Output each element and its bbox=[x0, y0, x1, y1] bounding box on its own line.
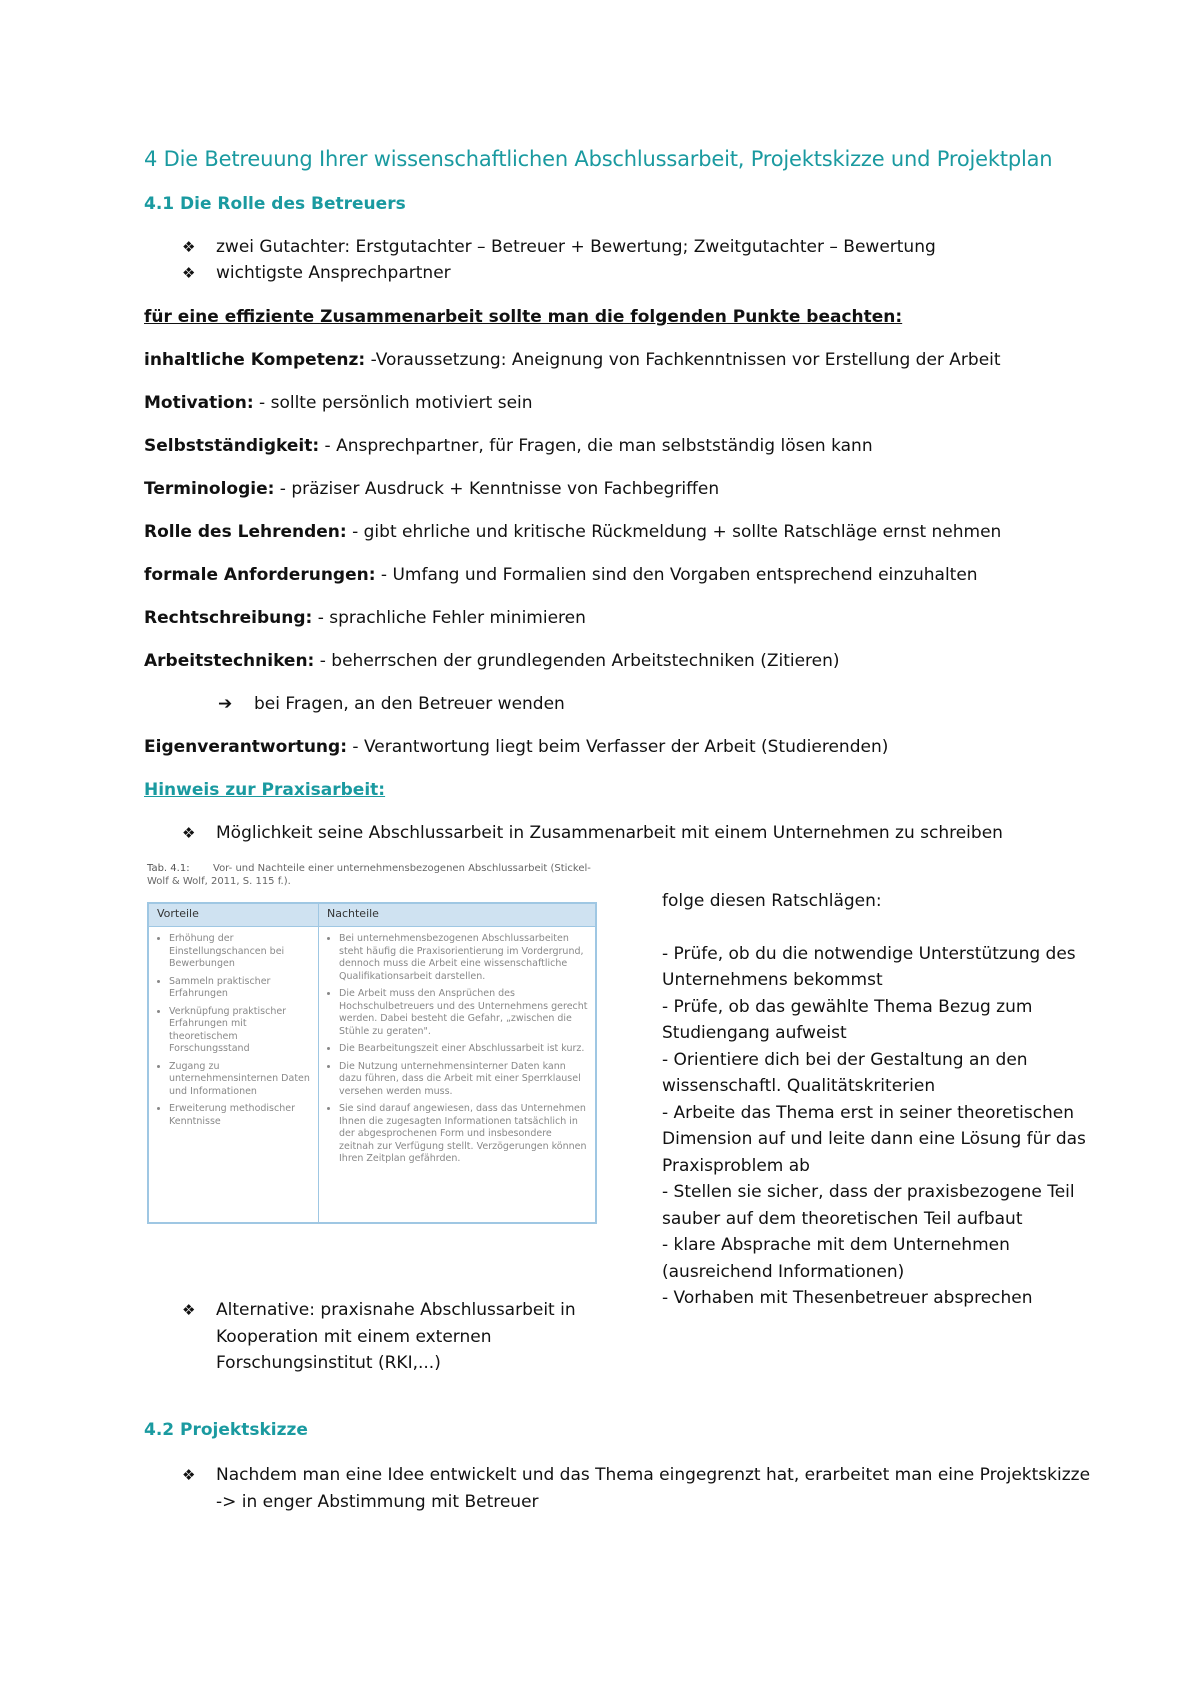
tips-line: - klare Absprache mit dem Unternehmen bbox=[662, 1235, 1010, 1255]
table-cell-item: • Die Nutzung unternehmensinterner Daten kann dazu führen, dass die Arbeit mit einer Sperrklausel versehen werden muss. bbox=[339, 1061, 589, 1099]
point-line bbox=[144, 565, 978, 585]
diamond-bullet-icon: ❖ bbox=[182, 238, 196, 256]
point-line bbox=[144, 479, 719, 499]
point-term: formale Anforderungen: bbox=[144, 565, 376, 585]
list-item-text: Möglichkeit seine Abschlussarbeit in Zusammenarbeit mit einem Unternehmen zu schreiben bbox=[216, 823, 1003, 843]
table-cell-item: • Erweiterung methodischer Kenntnisse bbox=[169, 1103, 312, 1128]
table-header-nachteile: Nachteile bbox=[327, 907, 379, 920]
table-cell-item: • Bei unternehmensbezogenen Abschlussarbeiten steht häufig die Praxisorientierung im Vordergrund, dennoch muss die Arbeit eine wissenschaftliche Qualifikationsarbeit darstellen. bbox=[339, 933, 589, 983]
table-cell-item: • Die Arbeit muss den Ansprüchen des Hochschulbetreuers und des Unternehmens gerecht werden. Dabei besteht die Gefahr, „zwischen die Stühle zu geraten". bbox=[339, 988, 589, 1038]
point-line bbox=[144, 522, 1001, 542]
praxis-heading: Hinweis zur Praxisarbeit: bbox=[144, 780, 386, 800]
table-cell-item: • Zugang zu unternehmensinternen Daten und Informationen bbox=[169, 1061, 312, 1099]
point-text: - Ansprechpartner, für Fragen, die man selbstständig lösen kann bbox=[319, 436, 873, 456]
point-line bbox=[144, 608, 586, 628]
tips-block bbox=[662, 888, 1092, 1312]
list-item bbox=[182, 263, 451, 283]
comparison-table bbox=[147, 902, 597, 1224]
point-text: - Umfang und Formalien sind den Vorgaben entsprechend einzuhalten bbox=[375, 565, 978, 585]
diamond-bullet-icon: ❖ bbox=[182, 1466, 196, 1484]
tips-line: - Stellen sie sicher, dass der praxisbezogene Teil bbox=[662, 1182, 1075, 1202]
section-heading-4-2: 4.2 Projektskizze bbox=[144, 1420, 308, 1440]
tips-line: - Prüfe, ob das gewählte Thema Bezug zum bbox=[662, 996, 1033, 1017]
page-title: 4 Die Betreuung Ihrer wissenschaftlichen Abschlussarbeit, Projektskizze und Projektplan bbox=[144, 147, 1053, 171]
list-item bbox=[182, 237, 936, 257]
tips-line: sauber auf dem theoretischen Teil aufbaut bbox=[662, 1208, 1023, 1229]
tips-line: - Arbeite das Thema erst in seiner theoretischen bbox=[662, 1102, 1075, 1123]
table-cell-item: • Die Bearbeitungszeit einer Abschlussarbeit ist kurz. bbox=[339, 1043, 589, 1056]
point-text: - Verantwortung liegt beim Verfasser der Arbeit (Studierenden) bbox=[347, 737, 889, 757]
list-item-text: Alternative: praxisnahe Abschlussarbeit in bbox=[216, 1300, 576, 1320]
list-item-text: zwei Gutachter: Erstgutachter – Betreuer + Bewertung; Zweitgutachter – Bewertung bbox=[216, 237, 936, 257]
tips-line: Studiengang aufweist bbox=[662, 1023, 847, 1043]
point-line bbox=[144, 350, 1001, 370]
point-text: - präziser Ausdruck + Kenntnisse von Fachbegriffen bbox=[274, 479, 720, 499]
right-arrow-icon: ➔ bbox=[218, 694, 233, 714]
list-item-text: Kooperation mit einem externen bbox=[216, 1326, 492, 1347]
intro-line: für eine effiziente Zusammenarbeit sollte man die folgenden Punkte beachten: bbox=[144, 307, 903, 327]
arrow-line bbox=[218, 694, 565, 714]
point-line bbox=[144, 737, 888, 757]
tips-line: Unternehmens bekommst bbox=[662, 970, 883, 990]
tips-line: - Orientiere dich bei der Gestaltung an den bbox=[662, 1049, 1028, 1070]
point-term: Rechtschreibung: bbox=[144, 608, 313, 628]
list-item-text: wichtigste Ansprechpartner bbox=[216, 263, 451, 283]
table-column-nachteile bbox=[319, 927, 595, 1223]
tips-line: wissenschaftl. Qualitätskriterien bbox=[662, 1076, 936, 1096]
tips-line: (ausreichend Informationen) bbox=[662, 1261, 905, 1282]
diamond-bullet-icon: ❖ bbox=[182, 264, 196, 282]
point-term: Selbstständigkeit: bbox=[144, 436, 320, 456]
table-cell-item: • Sie sind darauf angewiesen, dass das Unternehmen Ihnen die zugesagten Informationen tatsächlich in der abgesprochenen Form und insbesondere zeitnah zur Verfügung stellt. Verzögerungen können Ihren Zeitplan gefährden. bbox=[339, 1103, 589, 1166]
list-item-text: Nachdem man eine Idee entwickelt und das Thema eingegrenzt hat, erarbeitet man eine Projektskizze bbox=[216, 1465, 1091, 1485]
point-term: Eigenverantwortung: bbox=[144, 737, 348, 757]
point-line bbox=[144, 393, 533, 413]
point-term: Terminologie: bbox=[144, 479, 275, 499]
table-column-vorteile bbox=[149, 927, 319, 1223]
tips-line: - Vorhaben mit Thesenbetreuer absprechen bbox=[662, 1288, 1033, 1308]
point-text: - sollte persönlich motiviert sein bbox=[253, 393, 533, 413]
tips-line: folge diesen Ratschlägen: bbox=[662, 891, 882, 911]
diamond-bullet-icon: ❖ bbox=[182, 1301, 196, 1319]
list-item bbox=[182, 823, 1003, 843]
table-header-vorteile: Vorteile bbox=[149, 904, 319, 926]
list-item-text: Forschungsinstitut (RKI,...) bbox=[216, 1353, 441, 1373]
point-term: Arbeitstechniken: bbox=[144, 651, 315, 671]
point-text: -Voraussetzung: Aneignung von Fachkenntnissen vor Erstellung der Arbeit bbox=[365, 350, 1001, 370]
arrow-text: bei Fragen, an den Betreuer wenden bbox=[254, 694, 565, 714]
table-cell-item: • Sammeln praktischer Erfahrungen bbox=[169, 976, 312, 1001]
tips-spacer bbox=[662, 915, 1092, 941]
point-term: Rolle des Lehrenden: bbox=[144, 522, 347, 542]
point-line bbox=[144, 436, 873, 456]
point-text: - gibt ehrliche und kritische Rückmeldung + sollte Ratschläge ernst nehmen bbox=[346, 522, 1002, 542]
table-caption bbox=[147, 862, 597, 896]
table-header-row bbox=[149, 904, 595, 927]
point-term: Motivation: bbox=[144, 393, 254, 413]
table-caption-label: Tab. 4.1: bbox=[147, 863, 190, 874]
table-cell-item: • Erhöhung der Einstellungschancen bei Bewerbungen bbox=[169, 933, 312, 971]
point-text: - beherrschen der grundlegenden Arbeitstechniken (Zitieren) bbox=[314, 651, 840, 671]
point-text: - sprachliche Fehler minimieren bbox=[312, 608, 586, 628]
list-item-text: -> in enger Abstimmung mit Betreuer bbox=[216, 1491, 539, 1512]
table-cell-item: • Verknüpfung praktischer Erfahrungen mit theoretischem Forschungsstand bbox=[169, 1006, 312, 1056]
table-body bbox=[149, 927, 595, 1223]
list-item bbox=[182, 1462, 1090, 1515]
tips-line: Dimension auf und leite dann eine Lösung für das bbox=[662, 1129, 1086, 1149]
point-term: inhaltliche Kompetenz: bbox=[144, 350, 366, 370]
tips-line: - Prüfe, ob du die notwendige Unterstützung des bbox=[662, 943, 1076, 964]
diamond-bullet-icon: ❖ bbox=[182, 824, 196, 842]
tips-line: Praxisproblem ab bbox=[662, 1155, 810, 1176]
table-caption-text: Vor- und Nachteile einer unternehmensbezogenen Abschlussarbeit (Stickel-Wolf & Wolf, 2011, S. 115 f.). bbox=[147, 863, 591, 887]
point-line bbox=[144, 651, 840, 671]
list-item bbox=[182, 1297, 576, 1377]
section-heading-4-1: 4.1 Die Rolle des Betreuers bbox=[144, 194, 406, 214]
comparison-table-figure bbox=[147, 862, 597, 1226]
